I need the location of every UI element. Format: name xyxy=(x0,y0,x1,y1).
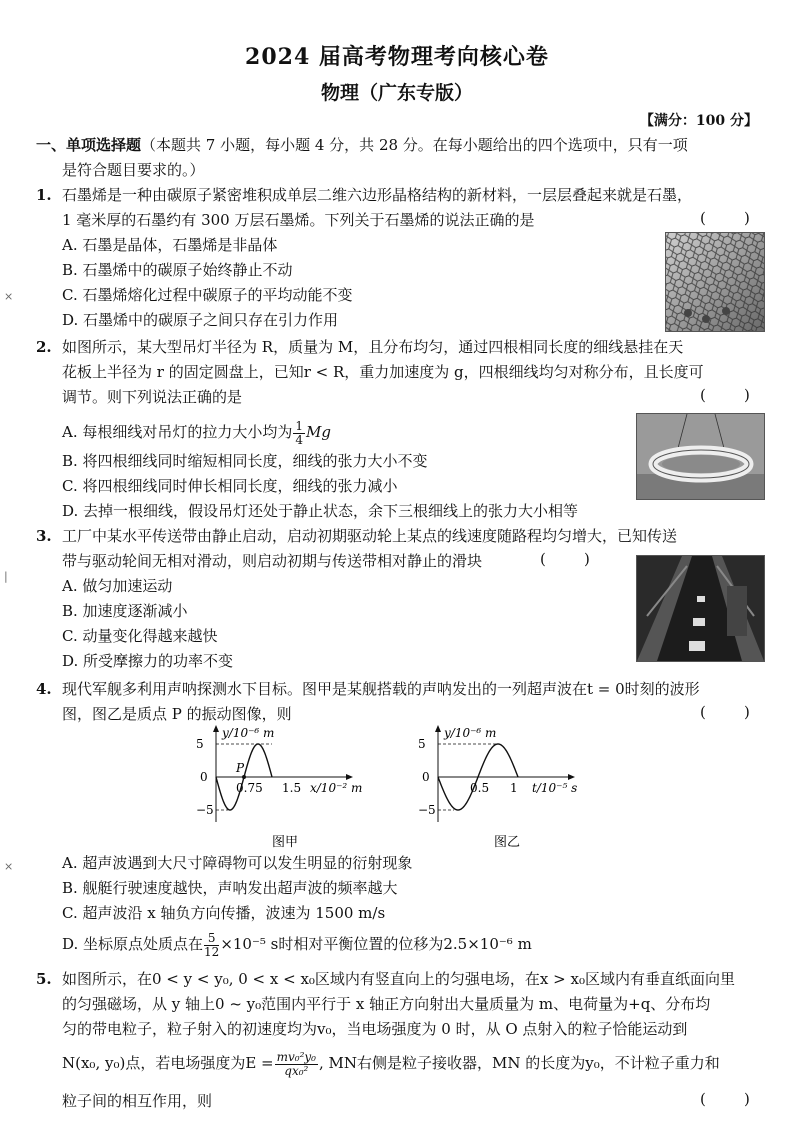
q4-stem-text: 现代军舰多利用声呐探测水下目标。图甲是某舰搭载的声呐发出的一列超声波在t = 0时刻的波形 xyxy=(62,680,700,698)
q5-stem-cont: 匀的带电粒子，粒子射入的初速度均为v₀，当电场强度为 0 时，从 O 点射入的粒子恰能运动到 xyxy=(62,1020,688,1038)
conveyor-photo xyxy=(636,555,765,662)
q2-option-b[interactable]: B. 将四根细线同时缩短相同长度，细线的张力大小不变 xyxy=(62,452,428,470)
fraction-five-twelfths xyxy=(204,932,219,959)
q3-number: 3. xyxy=(36,527,52,545)
t-axis-label: t/10⁻⁵ s xyxy=(532,781,578,795)
fraction-denominator: 12 xyxy=(204,944,220,959)
section-instructions-cont: 是符合题目要求的。） xyxy=(62,161,205,179)
q1-stem-cont: 1 毫米厚的石墨约有 300 万层石墨烯。下列关于石墨烯的说法正确的是 xyxy=(62,211,535,229)
graphene-photo xyxy=(665,232,765,332)
q5-stem-text: 如图所示，在0 < y < y₀, 0 < x < x₀区域内有竖直向上的匀强电场，在x > x₀区域内有垂直纸面向里 xyxy=(62,970,735,988)
q2-option-a-unit: Mg xyxy=(306,423,331,441)
q5-stem-cont xyxy=(62,1048,720,1078)
q1-option-d[interactable]: D. 石墨烯中的碳原子之间只存在引力作用 xyxy=(62,311,339,329)
q1-stem-text: 石墨烯是一种由碳原子紧密堆积成单层二维六边形晶格结构的新材料，一层层叠起来就是石墨， xyxy=(62,186,693,204)
q1-answer-blank[interactable]: ( ) xyxy=(700,209,750,227)
fraction-numerator: 1 xyxy=(295,418,304,433)
exam-title: 2024 届高考物理考向核心卷 xyxy=(245,44,549,70)
q2-stem-cont: 调节。则下列说法正确的是 xyxy=(62,388,243,406)
q2-stem-cont: 花板上半径为 r 的固定圆盘上，已知r < R，重力加速度为 g，四根细线均匀对称分布，且长度可 xyxy=(62,363,704,381)
q1-option-c[interactable]: C. 石墨烯熔化过程中碳原子的平均动能不变 xyxy=(62,286,353,304)
fraction-denominator: 4 xyxy=(295,432,304,447)
x-axis-label: x/10⁻² m xyxy=(310,781,363,795)
q2-stem-text: 如图所示，某大型吊灯半径为 R，质量为 M，且分布均匀，通过四根相同长度的细线悬挂在天 xyxy=(62,338,684,356)
q4-option-d-text-end: ×10⁻⁵ s时相对平衡位置的位移为2.5×10⁻⁶ m xyxy=(220,935,532,953)
fraction-denominator: qx₀² xyxy=(284,1063,309,1078)
fraction-one-quarter xyxy=(293,420,305,447)
tick-y-neg5: −5 xyxy=(196,803,214,817)
point-p-label: P xyxy=(236,761,245,775)
q5-stem-text-end: , MN右侧是粒子接收器，MN 的长度为y₀，不计粒子重力和 xyxy=(319,1054,720,1072)
q1-option-b[interactable]: B. 石墨烯中的碳原子始终静止不动 xyxy=(62,261,293,279)
q4-stem-cont: 图，图乙是质点 P 的振动图像，则 xyxy=(62,705,292,723)
chandelier-photo xyxy=(636,413,765,500)
q4-option-b[interactable]: B. 舰艇行驶速度越快，声呐发出超声波的频率越大 xyxy=(62,879,398,897)
tick-t-05: 0.5 xyxy=(470,781,490,795)
figure-b-vibration-graph xyxy=(418,722,598,852)
q3-option-b[interactable]: B. 加速度逐渐减小 xyxy=(62,602,188,620)
section-heading: 一、单项选择题 xyxy=(36,136,142,154)
y-axis-label: y/10⁻⁶ m xyxy=(222,726,275,740)
q3-stem-text: 工厂中某水平传送带由静止启动，启动初期驱动轮上某点的线速度随路程均匀增大，已知传送 xyxy=(62,527,678,545)
q5-stem-cont: 的匀强磁场，从 y 轴上0 ~ y₀范围内平行于 x 轴正方向射出大量质量为 m、电荷量为+q、分布均 xyxy=(62,995,711,1013)
q3-stem-cont: 带与驱动轮间无相对滑动，则启动初期与传送带相对静止的滑块 xyxy=(62,552,483,570)
y-axis-label: y/10⁻⁶ m xyxy=(444,726,497,740)
exam-subtitle: 物理（广东专版） xyxy=(320,82,473,104)
margin-mark: × xyxy=(4,860,14,873)
q1-stem xyxy=(36,184,692,206)
q3-answer-blank[interactable]: ( ) xyxy=(540,550,590,568)
q5-stem-cont: 粒子间的相互作用，则 xyxy=(62,1092,213,1110)
margin-mark: × xyxy=(4,290,14,303)
q4-answer-blank[interactable]: ( ) xyxy=(700,703,750,721)
q3-stem xyxy=(36,525,677,547)
section-instructions: （本题共 7 小题，每小题 4 分，共 28 分。在每小题给出的四个选项中，只有一项 xyxy=(141,136,688,154)
tick-x-15: 1.5 xyxy=(282,781,302,795)
tick-y-neg5: −5 xyxy=(418,803,436,817)
full-score: 【满分：100 分】 xyxy=(639,113,758,129)
q3-option-a[interactable]: A. 做匀加速运动 xyxy=(62,577,173,595)
q4-number: 4. xyxy=(36,680,52,698)
q3-option-c[interactable]: C. 动量变化得越来越快 xyxy=(62,627,218,645)
tick-y-5: 5 xyxy=(196,737,204,751)
q4-option-a[interactable]: A. 超声波遇到大尺寸障碍物可以发生明显的衍射现象 xyxy=(62,854,413,872)
q2-stem xyxy=(36,336,683,358)
figure-a-caption: 图甲 xyxy=(272,835,299,850)
q5-number: 5. xyxy=(36,970,52,988)
tick-y-0: 0 xyxy=(200,770,208,784)
fraction-numerator: mv₀²y₀ xyxy=(276,1049,316,1064)
field-strength-fraction xyxy=(275,1051,318,1078)
q4-stem xyxy=(36,678,700,700)
q2-number: 2. xyxy=(36,338,52,356)
q5-stem xyxy=(36,968,735,990)
q1-number: 1. xyxy=(36,186,52,204)
q2-answer-blank[interactable]: ( ) xyxy=(700,386,750,404)
fraction-numerator: 5 xyxy=(204,932,219,946)
q5-stem-text: N(x₀, y₀)点，若电场强度为E = xyxy=(62,1054,274,1072)
q4-option-c[interactable]: C. 超声波沿 x 轴负方向传播，波速为 1500 m/s xyxy=(62,904,386,922)
q3-option-d[interactable]: D. 所受摩擦力的功率不变 xyxy=(62,652,234,670)
q5-answer-blank[interactable]: ( ) xyxy=(700,1090,750,1108)
q2-option-a[interactable] xyxy=(62,418,331,447)
figure-b-caption: 图乙 xyxy=(494,835,521,850)
q2-option-a-text: A. 每根细线对吊灯的拉力大小均为 xyxy=(62,423,293,441)
tick-t-1: 1 xyxy=(510,781,518,795)
figure-a-wave-graph xyxy=(196,722,376,852)
q4-option-d-text: D. 坐标原点处质点在 xyxy=(62,935,204,953)
tick-x-075: 0.75 xyxy=(236,781,263,795)
q2-option-d[interactable]: D. 去掉一根细线，假设吊灯还处于静止状态，余下三根细线上的张力大小相等 xyxy=(62,502,579,520)
tick-y-5: 5 xyxy=(418,737,426,751)
tick-y-0: 0 xyxy=(422,770,430,784)
point-p xyxy=(242,775,246,779)
section-heading-line xyxy=(36,134,688,156)
q1-option-a[interactable]: A. 石墨是晶体，石墨烯是非晶体 xyxy=(62,236,278,254)
q4-option-d[interactable] xyxy=(62,930,532,959)
q2-option-c[interactable]: C. 将四根细线同时伸长相同长度，细线的张力减小 xyxy=(62,477,398,495)
margin-mark: | xyxy=(4,570,8,583)
